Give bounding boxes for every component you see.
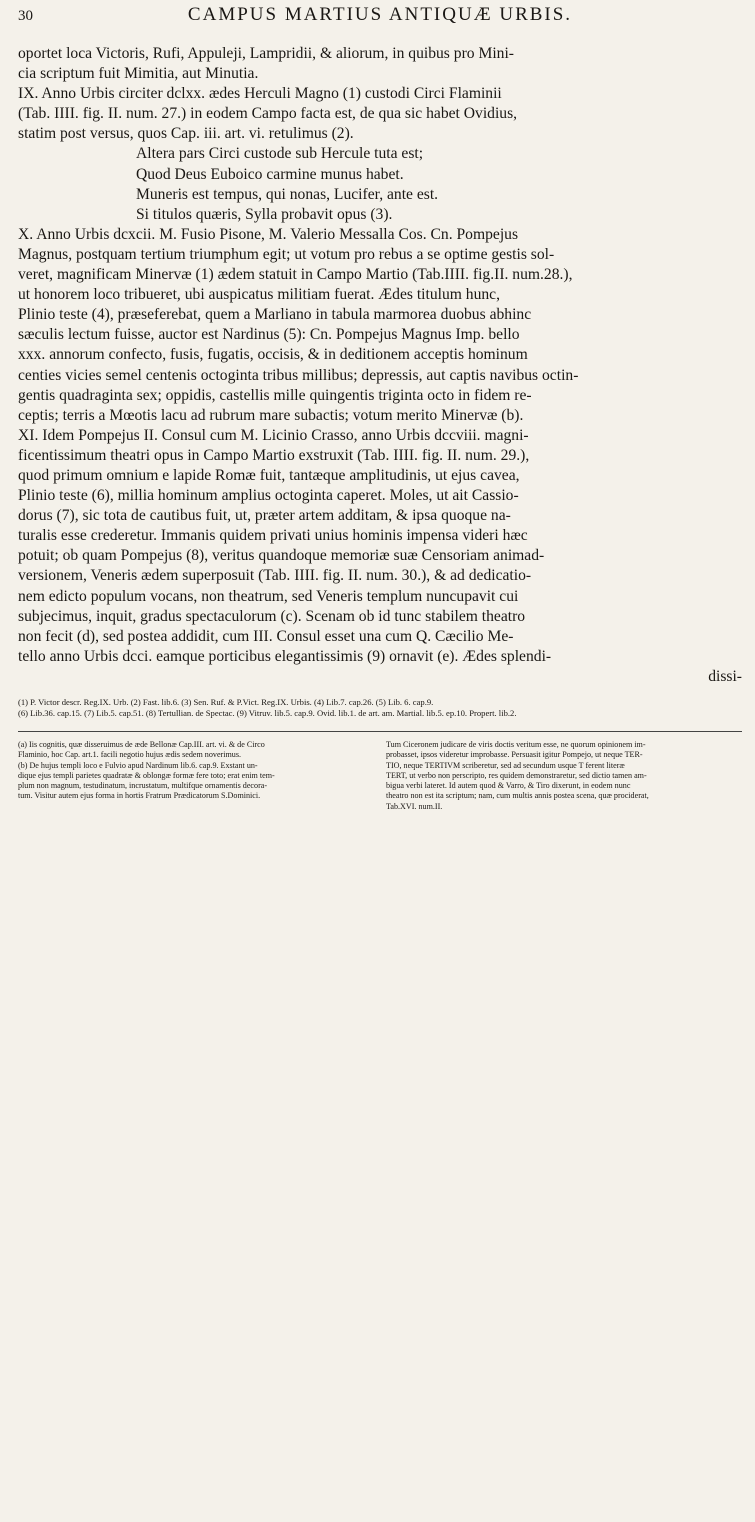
text-line: turalis esse crederetur. Immanis quidem privati unius hominis impensa videri hæc [18, 527, 528, 545]
commentary-left-column [18, 740, 374, 1522]
text-line: XI. Idem Pompejus II. Consul cum M. Licinio Crasso, anno Urbis dccviii. magni- [18, 426, 529, 444]
commentary-line: Tum Ciceronem judicare de viris doctis veritum esse, ne quorum opinionem im- [386, 740, 646, 749]
commentary-last-line: Tab.XVI. num.II. [386, 801, 443, 811]
running-title: CAMPUS MARTIUS ANTIQUÆ URBIS. [187, 4, 573, 25]
commentary-line: dique ejus templi parietes quadratæ & oblongæ formæ fere toto; erat enim tem- [18, 770, 275, 780]
text-line: tello anno Urbis dcci. eamque porticibus elegantissimis (9) ornavit (e). Ædes splendi- [18, 647, 552, 665]
text-line: sæculis lectum fuisse, auctor est Nardinus (5): Cn. Pompejus Magnus Imp. bello [18, 326, 520, 344]
commentary-line: Flaminio, hoc Cap. art.1. facili negotio hujus ædis sedem noverimus. [18, 750, 241, 760]
text-line: quod primum omnium e lapide Romæ fuit, tantæque amplitudinis, ut ejus cavea, [18, 466, 520, 484]
verse-line: Quod Deus Euboico carmine munus habet. [136, 165, 404, 183]
footnote-line: (1) P. Victor descr. Reg.IX. Urb. (2) Fast. lib.6. (3) Sen. Ruf. & P.Vict. Reg.IX. Urbis. (4) Lib.7. cap.26. (5) Lib. 6. cap.9. [18, 697, 434, 707]
commentary-line: plum non magnum, testudinatum, incrustatum, multifque ornamentis decora- [18, 781, 268, 791]
untranscribed-small-print [18, 802, 374, 1522]
commentary-columns [18, 740, 742, 1522]
text-line: ficentissimum theatri opus in Campo Martio exstruxit (Tab. IIII. fig. II. num. 29.), [18, 446, 530, 464]
verse-line: Altera pars Circi custode sub Hercule tuta est; [136, 145, 424, 163]
body-text [18, 44, 742, 687]
text-line: (Tab. IIII. fig. II. num. 27.) in eodem Campo facta est, de qua sic habet Ovidius, [18, 105, 518, 123]
commentary-line: (a) Iis cognitis, quæ disseruimus de æde Bellonæ Cap.III. art. vi. & de Circo [18, 740, 265, 749]
page-header [18, 4, 742, 30]
text-line: xxx. annorum confecto, fusis, fugatis, occisis, & in deditionem acceptis hominum [18, 346, 528, 364]
verse-line: Si titulos quæris, Sylla probavit opus (3). [136, 205, 393, 223]
text-line: dissi- [708, 667, 742, 685]
commentary-right-column [386, 740, 742, 1522]
text-line: veret, magnificam Minervæ (1) ædem statuit in Campo Martio (Tab.IIII. fig.II. num.28.), [18, 266, 573, 284]
text-line: potuit; ob quam Pompejus (8), veritus quandoque memoriæ suæ Censoriam animad- [18, 547, 545, 565]
text-line: ceptis; terris a Mœotis lacu ad rubrum mare subactis; votum merito Minervæ (b). [18, 406, 524, 424]
page [18, 4, 742, 1522]
text-line: gentis quadraginta sex; oppidis, castellis mille quingentis triginta octo in fidem re- [18, 386, 532, 404]
page-number: 30 [18, 8, 33, 24]
text-line: subjecimus, inquit, gradus spectaculorum (c). Scenam ob id tunc stabilem theatro [18, 607, 526, 625]
text-line: versionem, Veneris ædem superposuit (Tab. IIII. fig. II. num. 30.), & ad dedicatio- [18, 567, 532, 585]
text-line: Plinio teste (4), præseferebat, quem a Marliano in tabula marmorea duobus abhinc [18, 306, 532, 324]
text-line: cia scriptum fuit Mimitia, aut Minutia. [18, 65, 259, 83]
text-line: dorus (7), sic tota de cautibus fuit, ut, præter artem additam, & ipsa quoque na- [18, 507, 511, 525]
text-line: non fecit (d), sed postea addidit, cum III. Consul esset una cum Q. Cæcilio Me- [18, 627, 514, 645]
commentary-line: (b) De hujus templi loco e Fulvio apud Nardinum lib.6. cap.9. Exstant un- [18, 760, 258, 770]
text-line: Magnus, postquam tertium triumphum egit; ut votum pro rebus a se optime gestis sol- [18, 245, 555, 263]
text-line: Plinio teste (6), millia hominum amplius octoginta caperet. Moles, ut ait Cassio- [18, 487, 519, 505]
text-line: ut honorem loco tribueret, ubi auspicatus militiam fuerat. Ædes titulum hunc, [18, 286, 501, 304]
verse-line: Muneris est tempus, qui nonas, Lucifer, ante est. [136, 185, 439, 203]
divider-rule [18, 731, 742, 732]
text-line: statim post versus, quos Cap. iii. art. vi. retulimus (2). [18, 125, 354, 143]
commentary-line: TIO, neque TERTIVM scriberetur, sed ad secundum usque T ferent literæ [386, 760, 625, 770]
footnote-line: (6) Lib.36. cap.15. (7) Lib.5. cap.51. (8) Tertullian. de Spectac. (9) Vitruv. lib.5. cap.9. Ovid. lib.1. de art. am. Martial. lib.5. ep.10. Propert. lib.2. [18, 708, 517, 718]
footnotes [18, 697, 742, 719]
commentary-line: bigua verbi lateret. Id autem quod & Varro, & Tiro dixerunt, in eodem nunc [386, 781, 631, 791]
commentary-line: tum. Visitur autem ejus forma in hortis Fratrum Prædicatorum S.Dominici. [18, 791, 261, 801]
text-line: X. Anno Urbis dcxcii. M. Fusio Pisone, M. Valerio Messalla Cos. Cn. Pompejus [18, 225, 519, 243]
commentary-line: TERT, ut verbo non perscripto, res quidem demonstraretur, sed dictio tamen am- [386, 770, 647, 780]
text-line: IX. Anno Urbis circiter dclxx. ædes Herculi Magno (1) custodi Circi Flaminii [18, 85, 502, 103]
text-line: oportet loca Victoris, Rufi, Appuleji, Lampridii, & aliorum, in quibus pro Mini- [18, 45, 514, 62]
text-line: nem edicto populum vocans, non theatrum, sed Veneris templum nuncupavit cui [18, 587, 519, 605]
commentary-line: theatro non est ita scriptum; nam, cum multis annis postea scena, quæ prociderat, [386, 791, 649, 801]
commentary-line: probasset, ipsos videretur improbasse. Persuasit igitur Pompejo, ut neque TER- [386, 750, 643, 760]
text-line: centies vicies semel centenis octoginta tribus millibus; depressis, aut captis navibus octin- [18, 366, 579, 384]
